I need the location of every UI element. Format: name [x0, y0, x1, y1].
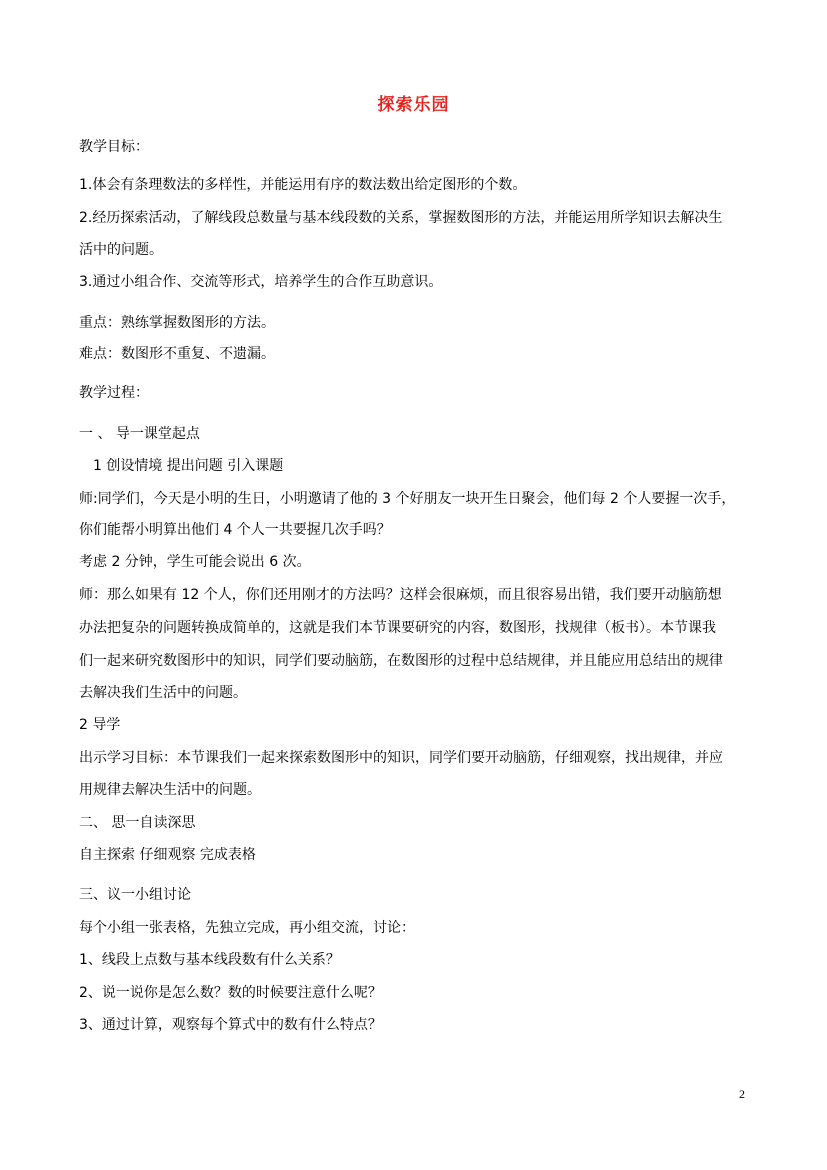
text-line: 难点：数图形不重复、不遗漏。	[79, 346, 275, 362]
text-line: 考虑 2 分钟，学生可能会说出 6 次。	[79, 554, 311, 570]
text-line: 2、说一说你是怎么数？数的时候要注意什么呢？	[79, 985, 382, 1001]
page-title: 探索乐园	[377, 95, 450, 115]
text-line: 1.体会有条理数法的多样性，并能运用有序的数法数出给定图形的个数。	[79, 177, 527, 193]
text-line: 重点：熟练掌握数图形的方法。	[79, 315, 275, 331]
text-line: 们一起来研究数图形中的知识，同学们要动脑筋，在数图形的过程中总结规律，并且能应用总结出的规律	[79, 653, 723, 669]
text-line: 你们能帮小明算出他们 4 个人一共要握几次手吗？	[79, 522, 391, 538]
text-line: 二、 思一自读深思	[79, 815, 196, 831]
text-line: 师:同学们，今天是小明的生日，小明邀请了他的 3 个好朋友一块开生日聚会，他们每 2 个人要握一次手，	[79, 491, 736, 507]
text-line: 用规律去解决生活中的问题。	[79, 782, 261, 798]
text-line: 去解决我们生活中的问题。	[79, 685, 247, 701]
text-line: 2.经历探索活动，了解线段总数量与基本线段数的关系，掌握数图形的方法，并能运用所学知识去解决生	[79, 210, 723, 226]
text-line: 办法把复杂的问题转换成简单的，这就是我们本节课要研究的内容，数图形，找规律（板书）。本节课我	[79, 620, 716, 636]
text-line: 活中的问题。	[79, 242, 163, 258]
text-line: 师：那么如果有 12 个人，你们还用刚才的方法吗？这样会很麻烦，而且很容易出错，我们要开动脑筋想	[79, 587, 722, 603]
text-line: 出示学习目标：本节课我们一起来探索数图形中的知识，同学们要开动脑筋，仔细观察，找出规律，并应	[79, 750, 723, 766]
text-line: 2 导学	[79, 717, 121, 733]
text-line: 教学目标：	[79, 139, 149, 155]
text-line: 自主探索 仔细观察 完成表格	[79, 847, 256, 863]
text-line: 一 、 导一课堂起点	[79, 426, 200, 442]
text-line: 每个小组一张表格，先独立完成，再小组交流，讨论：	[79, 920, 415, 936]
page-number: 2	[739, 1087, 745, 1101]
text-line: 3.通过小组合作、交流等形式，培养学生的合作互助意识。	[79, 274, 443, 290]
text-line: 1、线段上点数与基本线段数有什么关系？	[79, 952, 340, 968]
text-line: 三、议一小组讨论	[79, 887, 191, 903]
text-line: 1 创设情境 提出问题 引入课题	[93, 458, 284, 474]
text-line: 3、通过计算，观察每个算式中的数有什么特点？	[79, 1017, 382, 1033]
text-line: 教学过程：	[79, 385, 149, 401]
